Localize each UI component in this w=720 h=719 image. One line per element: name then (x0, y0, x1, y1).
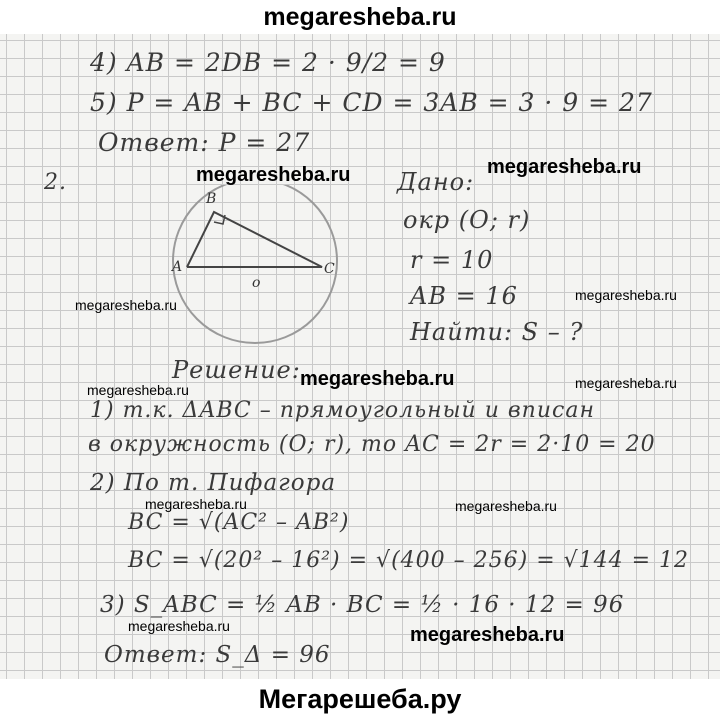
watermark: megaresheba.ru (575, 375, 677, 391)
vertex-label-c: C (324, 261, 335, 277)
solution-step-1a: 1) т.к. ΔABC – прямоугольный и вписан (90, 398, 595, 423)
line-step-4: 4) AB = 2DB = 2 · 9/2 = 9 (90, 48, 446, 77)
given-title: Дано: (397, 168, 475, 196)
watermark: megaresheba.ru (487, 156, 642, 178)
circle-triangle-figure (170, 185, 370, 360)
solution-title: Решение: (172, 356, 301, 384)
given-circle: окр (O; r) (403, 206, 531, 234)
center-label-o: o (252, 275, 261, 291)
watermark: megaresheba.ru (75, 297, 177, 313)
solution-step-1b: в окружность (O; r), то AC = 2r = 2·10 = 20 (88, 432, 656, 457)
watermark: megaresheba.ru (300, 368, 455, 390)
problem-number: 2. (44, 170, 67, 195)
given-ab: AB = 16 (410, 282, 518, 310)
pythagoras-formula: BC = √(AC² – AB²) (128, 510, 350, 535)
pythagoras-calc: BC = √(20² – 16²) = √(400 – 256) = √144 = 12 (128, 548, 690, 573)
watermark: megaresheba.ru (575, 287, 677, 303)
solution-step-2: 2) По т. Пифагора (90, 470, 337, 496)
given-radius: r = 10 (410, 246, 494, 274)
answer-1: Ответ: P = 27 (98, 128, 311, 157)
header-watermark: megaresheba.ru (0, 0, 720, 34)
watermark: megaresheba.ru (410, 624, 565, 646)
footer-watermark: Мегарешеба.ру (0, 679, 720, 719)
solution-step-3: 3) S_ABC = ½ AB · BC = ½ · 16 · 12 = 96 (100, 592, 625, 618)
watermark: megaresheba.ru (87, 382, 189, 398)
circumcircle (173, 185, 337, 343)
watermark: megaresheba.ru (145, 496, 247, 512)
vertex-label-a: A (172, 259, 183, 275)
watermark: megaresheba.ru (128, 618, 230, 634)
vertex-label-b: B (206, 191, 217, 207)
watermark: megaresheba.ru (455, 498, 557, 514)
watermark: megaresheba.ru (196, 164, 351, 186)
triangle-abc (187, 212, 322, 267)
answer-2: Ответ: S_Δ = 96 (104, 642, 331, 668)
find-line: Найти: S – ? (410, 318, 584, 346)
line-step-5: 5) P = AB + BC + CD = 3AB = 3 · 9 = 27 (90, 88, 653, 117)
